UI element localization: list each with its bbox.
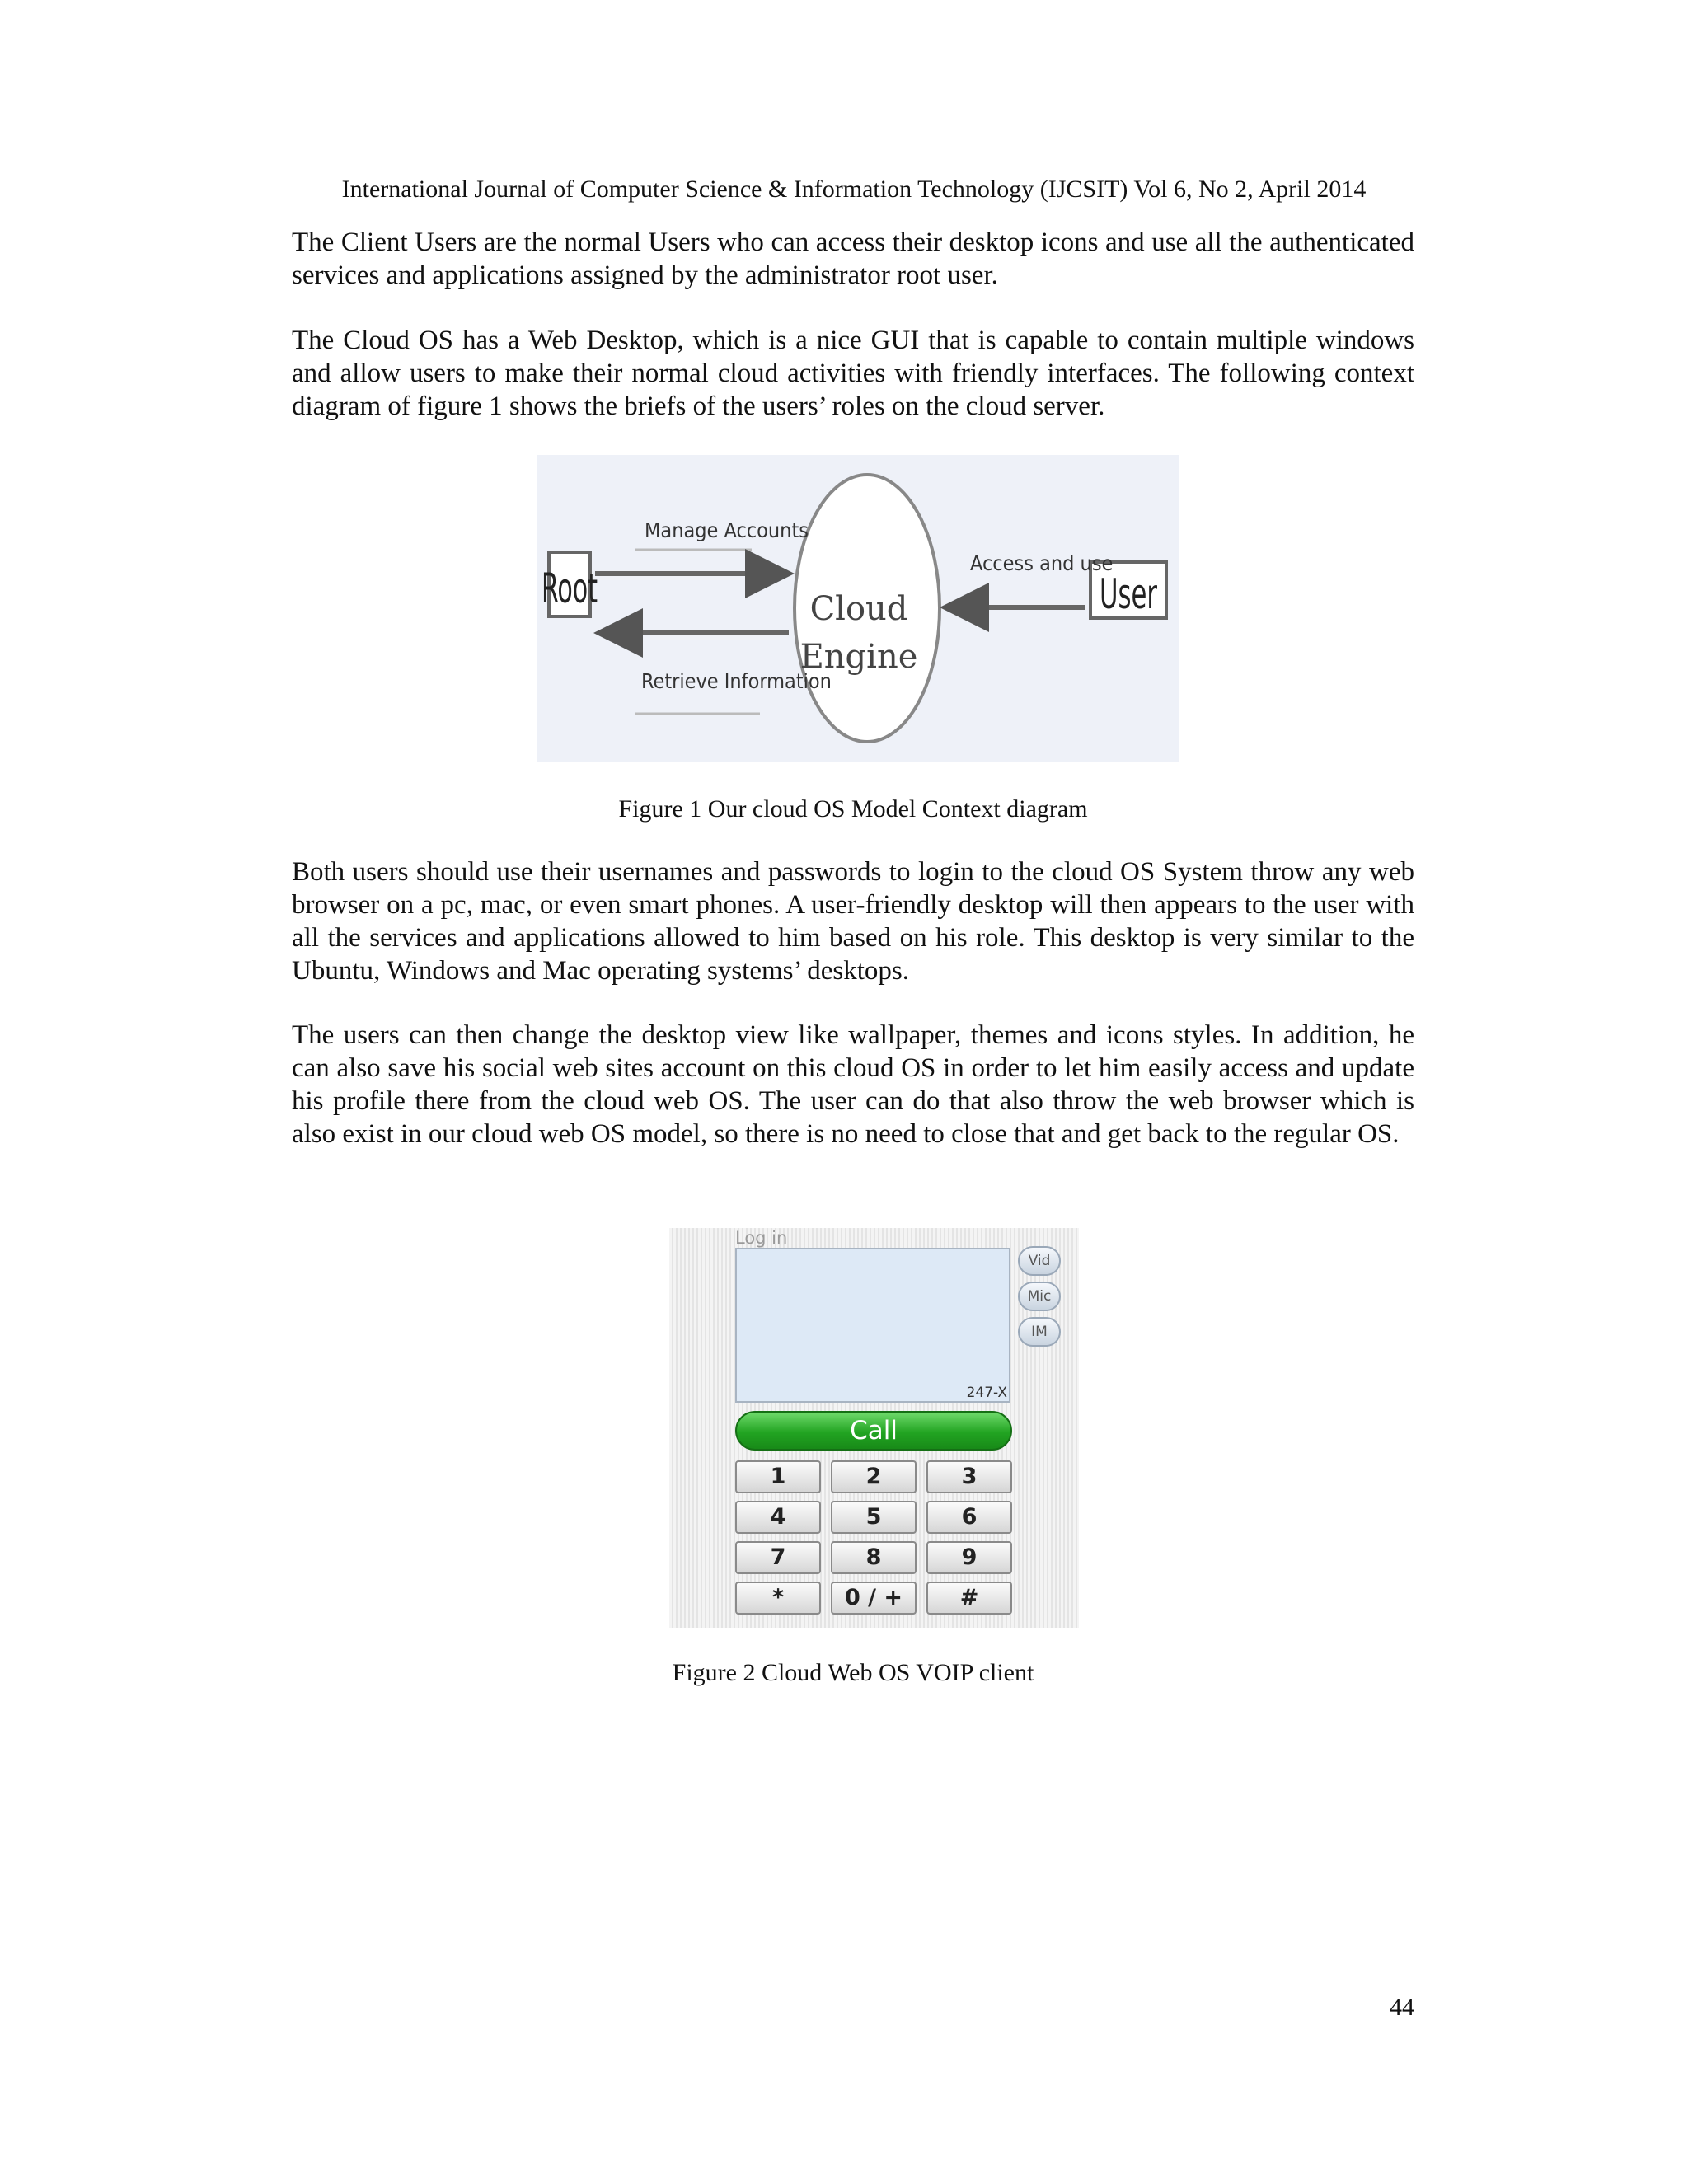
video-button[interactable]: Vid	[1018, 1246, 1061, 1276]
login-label: Log in	[735, 1228, 788, 1248]
figure-1-context-diagram	[537, 455, 1179, 762]
user-label: User	[1100, 570, 1158, 618]
key-star[interactable]: *	[735, 1582, 821, 1615]
root-label: Root	[542, 565, 598, 612]
key-8[interactable]: 8	[831, 1541, 917, 1574]
key-9[interactable]: 9	[926, 1541, 1012, 1574]
key-1[interactable]: 1	[735, 1460, 821, 1493]
running-header: International Journal of Computer Science & Information Technology (IJCSIT) Vol 6, No 2, April 2014	[341, 176, 1367, 203]
key-4[interactable]: 4	[735, 1501, 821, 1534]
access-and-use-label: Access and use	[970, 551, 1114, 575]
engine-label-line2: Engine	[799, 638, 918, 676]
voip-display-screen	[735, 1248, 1010, 1403]
paragraph-customization: The users can then change the desktop view like wallpaper, themes and icons styles. In addition, he can also save his social web sites account on this cloud OS in order to let him easily access and update his profile there from the cloud web OS. The user can do that also throw the web browser which is also exist in our cloud web OS model, so there is no need to close that and get back to the regular OS.	[292, 1020, 1414, 1149]
screen-id-text: 247-X	[966, 1385, 1007, 1401]
paragraph-client-users: The Client Users are the normal Users who can access their desktop icons and use all the authenticated services and applications assigned by the administrator root user.	[292, 227, 1414, 290]
paragraph-web-desktop: The Cloud OS has a Web Desktop, which is a nice GUI that is capable to contain multiple windows and allow users to make their normal cloud activities with friendly interfaces. The following context diagram of figure 1 shows the briefs of the users’ roles on the cloud server.	[292, 326, 1414, 421]
im-button[interactable]: IM	[1018, 1317, 1061, 1347]
key-0-plus[interactable]: 0 / +	[831, 1582, 917, 1615]
figure-1-caption: Figure 1 Our cloud OS Model Context diagram	[618, 795, 1088, 823]
paragraph-login: Both users should use their usernames and passwords to login to the cloud OS System throw any web browser on a pc, mac, or even smart phones. A user-friendly desktop will then appears to the user with all the services and applications allowed to him based on his role. This desktop is very similar to the Ubuntu, Windows and Mac operating systems’ desktops.	[292, 857, 1414, 986]
page-number: 44	[1390, 1994, 1414, 2021]
key-hash[interactable]: #	[926, 1582, 1012, 1615]
key-6[interactable]: 6	[926, 1501, 1012, 1534]
keypad	[735, 1460, 1014, 1622]
engine-label-line1: Cloud	[809, 590, 908, 628]
key-3[interactable]: 3	[926, 1460, 1012, 1493]
manage-accounts-label: Manage Accounts	[645, 518, 809, 542]
key-5[interactable]: 5	[831, 1501, 917, 1534]
figure-2-voip-client	[669, 1228, 1079, 1628]
call-button[interactable]: Call	[735, 1411, 1012, 1451]
mic-button[interactable]: Mic	[1018, 1282, 1061, 1311]
key-2[interactable]: 2	[831, 1460, 917, 1493]
retrieve-information-label: Retrieve Information	[641, 669, 832, 693]
key-7[interactable]: 7	[735, 1541, 821, 1574]
figure-2-caption: Figure 2 Cloud Web OS VOIP client	[672, 1659, 1034, 1686]
